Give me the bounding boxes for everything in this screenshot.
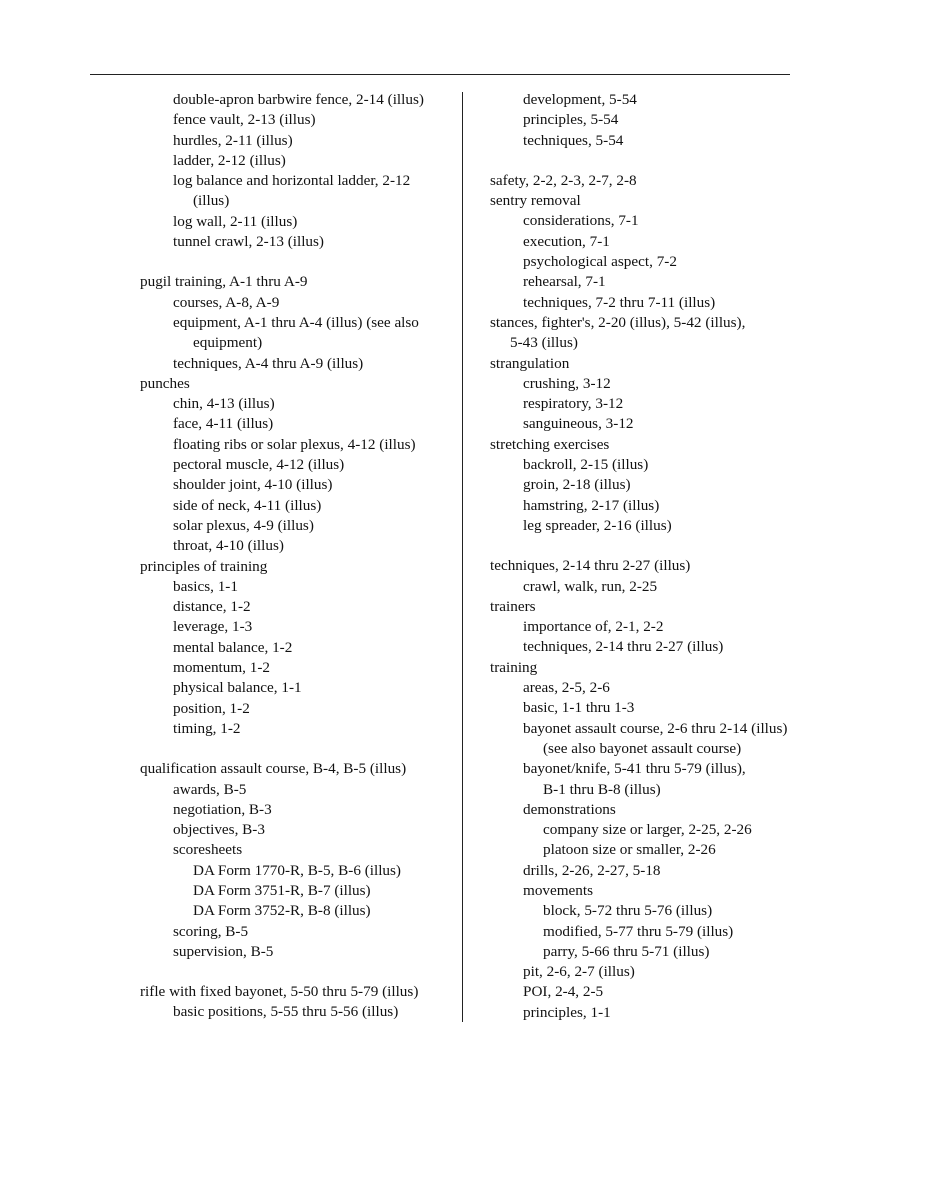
- index-subentry: [140, 658, 460, 678]
- index-subentry: [140, 232, 460, 252]
- index-entry-text: negotiation, B-3: [173, 800, 272, 818]
- index-entry-text: considerations, 7-1: [523, 212, 639, 230]
- index-entry-text: throat, 4-10 (illus): [173, 537, 284, 555]
- index-entry-text: solar plexus, 4-9 (illus): [173, 516, 314, 534]
- index-entry-text: movements: [523, 881, 594, 899]
- index-entry-main: [490, 658, 820, 678]
- index-subentry: [140, 496, 460, 516]
- index-subentry: [490, 698, 820, 718]
- index-subentry: [490, 962, 820, 982]
- index-subentry: [490, 374, 820, 394]
- index-subentry: [490, 90, 820, 110]
- index-entry-text: face, 4-11 (illus): [173, 415, 274, 433]
- index-entry-continuation: equipment): [193, 334, 263, 352]
- index-entry-text: position, 1-2: [173, 699, 250, 717]
- index-entry-main: [140, 272, 460, 292]
- index-entry-text: awards, B-5: [173, 780, 247, 798]
- index-subentry: [140, 212, 460, 232]
- index-subentry: [140, 780, 460, 800]
- index-subentry: [490, 394, 820, 414]
- index-spacer: [490, 536, 820, 556]
- index-entry-text: stances, fighter's, 2-20 (illus), 5-42 (illus),: [490, 313, 746, 331]
- index-entry-text: techniques, 2-14 thru 2-27 (illus): [523, 638, 724, 656]
- index-entry-text: double-apron barbwire fence, 2-14 (illus): [173, 91, 424, 108]
- index-subentry: [140, 171, 460, 212]
- index-subentry: [140, 901, 460, 921]
- index-subentry: [490, 496, 820, 516]
- index-subentry: [490, 414, 820, 434]
- index-entry-text: safety, 2-2, 2-3, 2-7, 2-8: [490, 171, 637, 189]
- index-entry-main: [490, 354, 820, 374]
- index-subentry: [140, 922, 460, 942]
- index-entry-text: parry, 5-66 thru 5-71 (illus): [543, 942, 710, 960]
- index-subentry: [140, 699, 460, 719]
- index-subentry: [140, 293, 460, 313]
- index-entry-text: rifle with fixed bayonet, 5-50 thru 5-79 (illus): [140, 983, 419, 1001]
- index-entry-text: execution, 7-1: [523, 232, 610, 250]
- index-entry-text: chin, 4-13 (illus): [173, 395, 275, 413]
- index-entry-text: development, 5-54: [523, 91, 637, 108]
- index-entry-text: principles, 5-54: [523, 111, 619, 129]
- index-subentry: [140, 577, 460, 597]
- index-entry-text: log wall, 2-11 (illus): [173, 212, 298, 230]
- index-entry-text: crawl, walk, run, 2-25: [523, 577, 658, 595]
- index-subentry: [140, 617, 460, 637]
- index-subentry: [140, 536, 460, 556]
- index-subentry: [490, 110, 820, 130]
- index-subentry: [140, 942, 460, 962]
- index-subentry: [140, 678, 460, 698]
- index-entry-text: sanguineous, 3-12: [523, 415, 634, 433]
- index-subentry: [140, 597, 460, 617]
- index-spacer: [140, 739, 460, 759]
- index-entry-text: respiratory, 3-12: [523, 395, 624, 413]
- index-subentry: [490, 759, 820, 800]
- index-entry-text: techniques, A-4 thru A-9 (illus): [173, 354, 364, 372]
- index-entry-text: DA Form 1770-R, B-5, B-6 (illus): [193, 861, 401, 879]
- index-entry-text: tunnel crawl, 2-13 (illus): [173, 233, 324, 251]
- index-entry-text: qualification assault course, B-4, B-5 (illus): [140, 760, 407, 778]
- index-subentry: [140, 800, 460, 820]
- index-subentry: [140, 110, 460, 130]
- index-entry-text: strangulation: [490, 354, 570, 372]
- index-entry-continuation: B-1 thru B-8 (illus): [543, 780, 661, 798]
- index-subentry: [490, 232, 820, 252]
- index-entry-text: side of neck, 4-11 (illus): [173, 496, 322, 514]
- index-subentry: [140, 90, 460, 110]
- index-entry-text: company size or larger, 2-25, 2-26: [543, 821, 752, 839]
- index-subentry: [140, 131, 460, 151]
- index-entry-text: ladder, 2-12 (illus): [173, 151, 286, 169]
- index-subentry: [140, 1002, 460, 1022]
- index-entry-text: bayonet assault course, 2-6 thru 2-14 (illus): [523, 719, 788, 737]
- index-entry-text: areas, 2-5, 2-6: [523, 679, 610, 697]
- index-entry-text: principles, 1-1: [523, 1003, 611, 1021]
- index-subentry: [490, 881, 820, 901]
- index-subentry: [140, 638, 460, 658]
- index-entry-main: [490, 313, 820, 354]
- index-entry-text: pectoral muscle, 4-12 (illus): [173, 456, 345, 474]
- index-entry-text: backroll, 2-15 (illus): [523, 456, 649, 474]
- index-entry-text: platoon size or smaller, 2-26: [543, 841, 716, 859]
- index-subentry: [490, 272, 820, 292]
- index-subentry: [490, 678, 820, 698]
- index-entry-main: [490, 556, 820, 576]
- index-subentry: [490, 617, 820, 637]
- index-subentry: [490, 252, 820, 272]
- index-entry-main: [490, 435, 820, 455]
- index-entry-text: training: [490, 658, 538, 676]
- index-entry-text: pugil training, A-1 thru A-9: [140, 273, 308, 291]
- index-entry-text: drills, 2-26, 2-27, 5-18: [523, 861, 661, 879]
- index-subentry: [490, 211, 820, 231]
- index-entry-text: basic, 1-1 thru 1-3: [523, 699, 635, 717]
- index-entry-main: [490, 191, 820, 211]
- index-subentry: [490, 840, 820, 860]
- index-entry-text: bayonet/knife, 5-41 thru 5-79 (illus),: [523, 760, 746, 778]
- index-entry-text: crushing, 3-12: [523, 374, 611, 392]
- index-entry-text: momentum, 1-2: [173, 659, 271, 677]
- index-subentry: [140, 455, 460, 475]
- index-entry-text: importance of, 2-1, 2-2: [523, 618, 664, 636]
- index-entry-text: fence vault, 2-13 (illus): [173, 111, 316, 129]
- index-entry-text: basic positions, 5-55 thru 5-56 (illus): [173, 1003, 399, 1021]
- index-subentry: [140, 861, 460, 881]
- index-entry-text: DA Form 3751-R, B-7 (illus): [193, 881, 371, 899]
- index-subentry: [490, 131, 820, 151]
- index-subentry: [490, 800, 820, 820]
- index-entry-text: techniques, 7-2 thru 7-11 (illus): [523, 293, 716, 311]
- index-entry-text: distance, 1-2: [173, 598, 251, 616]
- index-entry-text: leverage, 1-3: [173, 618, 253, 636]
- index-entry-main: [490, 597, 820, 617]
- index-subentry: [140, 394, 460, 414]
- index-entry-continuation: (illus): [193, 192, 230, 210]
- index-subentry: [140, 414, 460, 434]
- index-entry-main: [490, 171, 820, 191]
- index-entry-text: techniques, 2-14 thru 2-27 (illus): [490, 557, 691, 575]
- index-subentry: [140, 840, 460, 860]
- index-entry-text: objectives, B-3: [173, 821, 265, 839]
- index-spacer: [140, 252, 460, 272]
- index-entry-text: basics, 1-1: [173, 577, 238, 595]
- index-entry-text: log balance and horizontal ladder, 2-12: [173, 172, 411, 190]
- index-entry-text: courses, A-8, A-9: [173, 293, 280, 311]
- index-entry-text: pit, 2-6, 2-7 (illus): [523, 963, 635, 981]
- index-subentry: [490, 922, 820, 942]
- index-entry-text: stretching exercises: [490, 435, 610, 453]
- index-entry-continuation: 5-43 (illus): [510, 334, 578, 352]
- index-subentry: [140, 435, 460, 455]
- index-subentry: [140, 475, 460, 495]
- index-entry-text: floating ribs or solar plexus, 4-12 (illus): [173, 435, 416, 453]
- index-subentry: [490, 982, 820, 1002]
- index-entry-text: hurdles, 2-11 (illus): [173, 131, 293, 149]
- index-subentry: [490, 516, 820, 536]
- index-entry-text: scoresheets: [173, 841, 243, 859]
- index-subentry: [490, 861, 820, 881]
- index-subentry: [490, 820, 820, 840]
- index-subentry: [490, 475, 820, 495]
- index-spacer: [140, 962, 460, 982]
- column-divider: [462, 92, 463, 1022]
- index-spacer: [490, 151, 820, 171]
- index-entry-text: rehearsal, 7-1: [523, 273, 606, 291]
- index-entry-text: principles of training: [140, 557, 268, 575]
- index-entry-text: psychological aspect, 7-2: [523, 253, 677, 271]
- index-entry-main: [140, 374, 460, 394]
- index-entry-text: POI, 2-4, 2-5: [523, 983, 604, 1001]
- index-subentry: [490, 577, 820, 597]
- index-subentry: [490, 901, 820, 921]
- index-subentry: [490, 455, 820, 475]
- index-entry-text: DA Form 3752-R, B-8 (illus): [193, 902, 371, 920]
- index-subentry: [490, 293, 820, 313]
- index-column-right: [490, 90, 820, 1023]
- index-entry-main: [140, 759, 460, 779]
- index-subentry: [140, 516, 460, 536]
- index-subentry: [140, 820, 460, 840]
- index-subentry: [490, 719, 820, 760]
- index-entry-text: demonstrations: [523, 800, 616, 818]
- index-entry-text: sentry removal: [490, 192, 581, 210]
- index-entry-text: trainers: [490, 597, 536, 615]
- index-subentry: [140, 881, 460, 901]
- index-subentry: [490, 637, 820, 657]
- index-entry-text: equipment, A-1 thru A-4 (illus) (see also: [173, 313, 419, 331]
- index-subentry: [140, 151, 460, 171]
- index-entry-text: mental balance, 1-2: [173, 638, 293, 656]
- index-subentry: [140, 719, 460, 739]
- index-subentry: [490, 1003, 820, 1023]
- index-entry-text: techniques, 5-54: [523, 131, 624, 149]
- index-entry-text: groin, 2-18 (illus): [523, 476, 631, 494]
- index-entry-text: supervision, B-5: [173, 942, 274, 960]
- index-subentry: [140, 354, 460, 374]
- index-entry-text: scoring, B-5: [173, 922, 249, 940]
- index-entry-text: modified, 5-77 thru 5-79 (illus): [543, 922, 734, 940]
- index-subentry: [490, 942, 820, 962]
- index-column-left: [140, 90, 460, 1023]
- index-entry-text: block, 5-72 thru 5-76 (illus): [543, 902, 713, 920]
- index-entry-text: timing, 1-2: [173, 719, 241, 737]
- index-entry-continuation: (see also bayonet assault course): [543, 739, 742, 757]
- index-entry-text: physical balance, 1-1: [173, 679, 302, 697]
- index-entry-text: shoulder joint, 4-10 (illus): [173, 476, 333, 494]
- header-rule: [90, 74, 790, 75]
- index-entry-text: leg spreader, 2-16 (illus): [523, 516, 672, 534]
- index-entry-main: [140, 557, 460, 577]
- index-entry-text: hamstring, 2-17 (illus): [523, 496, 660, 514]
- index-entry-text: punches: [140, 374, 190, 392]
- index-subentry: [140, 313, 460, 354]
- index-entry-main: [140, 982, 460, 1002]
